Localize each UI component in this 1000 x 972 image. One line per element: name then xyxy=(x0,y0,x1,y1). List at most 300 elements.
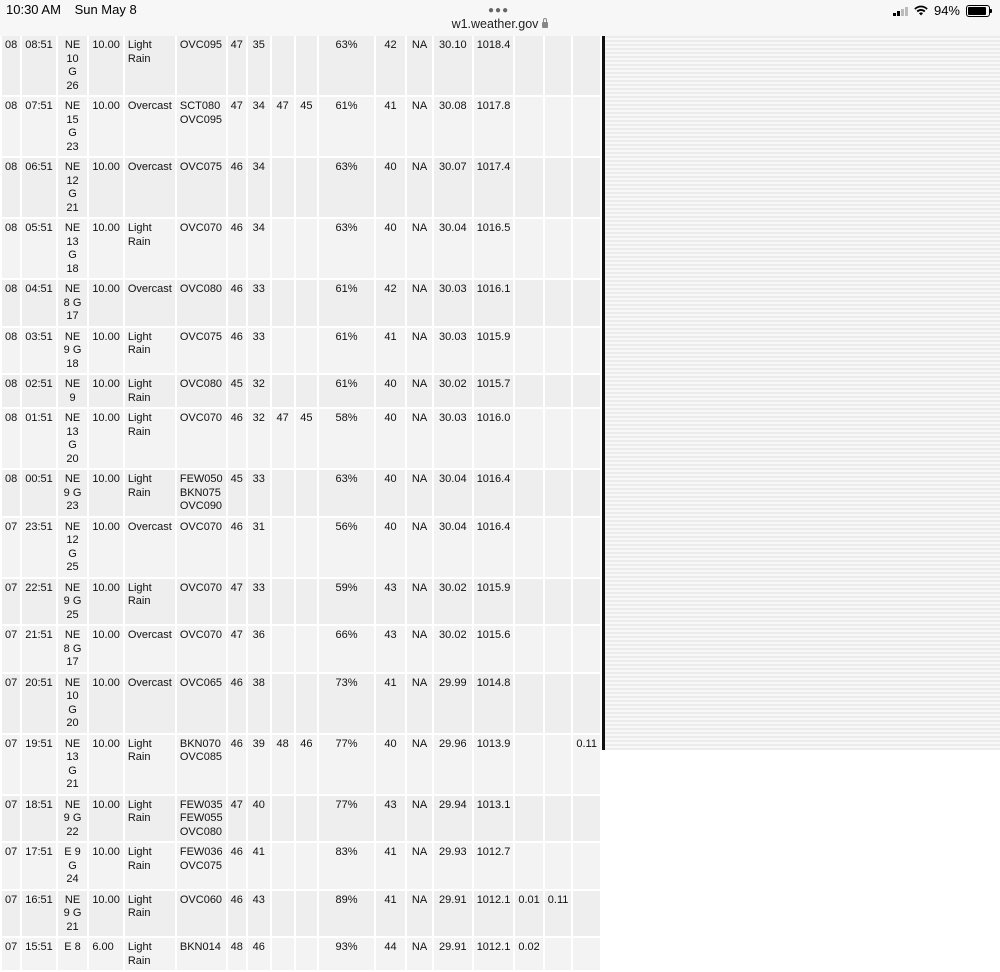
visibility-cell: 10.00 xyxy=(89,674,123,733)
heat-index-cell: NA xyxy=(407,158,432,217)
sea-level-pressure-cell: 1015.9 xyxy=(474,579,514,625)
air-temp-cell: 46 xyxy=(228,843,246,889)
min-temp-6hr-cell: 45 xyxy=(296,409,318,468)
wind-cell: NE 10 G 26 xyxy=(58,36,88,95)
weather-cell: Light Rain xyxy=(125,409,175,468)
wind-cell: NE 15 G 23 xyxy=(58,97,88,156)
time-cell: 00:51 xyxy=(22,470,56,516)
time-cell: 19:51 xyxy=(22,735,56,794)
min-temp-6hr-cell xyxy=(296,579,318,625)
heat-index-cell: NA xyxy=(407,796,432,842)
max-temp-6hr-cell xyxy=(272,219,294,278)
weather-cell: Light Rain xyxy=(125,843,175,889)
precip-6hr-cell: 0.11 xyxy=(573,735,600,794)
sky-condition-cell: OVC070 xyxy=(177,518,226,577)
weather-cell: Light Rain xyxy=(125,375,175,407)
air-temp-cell: 46 xyxy=(228,674,246,733)
address-bar[interactable] xyxy=(0,17,1000,31)
max-temp-6hr-cell xyxy=(272,674,294,733)
air-temp-cell: 46 xyxy=(228,891,246,937)
altimeter-pressure-cell: 30.03 xyxy=(434,280,472,326)
time-cell: 07:51 xyxy=(22,97,56,156)
table-row xyxy=(2,158,600,217)
precip-6hr-cell xyxy=(573,36,600,95)
multitask-dots-icon[interactable]: ●●● xyxy=(488,5,510,16)
date-cell: 07 xyxy=(2,938,20,970)
dewpoint-cell: 36 xyxy=(248,626,270,672)
wind-cell: NE 10 G 20 xyxy=(58,674,88,733)
max-temp-6hr-cell xyxy=(272,891,294,937)
dewpoint-cell: 33 xyxy=(248,328,270,374)
visibility-cell: 10.00 xyxy=(89,36,123,95)
precip-6hr-cell xyxy=(573,674,600,733)
min-temp-6hr-cell xyxy=(296,843,318,889)
max-temp-6hr-cell xyxy=(272,158,294,217)
date-cell: 08 xyxy=(2,328,20,374)
wind-cell: NE 12 G 25 xyxy=(58,518,88,577)
altimeter-pressure-cell: 29.94 xyxy=(434,796,472,842)
weather-cell: Light Rain xyxy=(125,891,175,937)
lock-icon xyxy=(542,22,548,28)
blank-pane xyxy=(605,36,1000,750)
date-cell: 08 xyxy=(2,470,20,516)
time-cell: 16:51 xyxy=(22,891,56,937)
heat-index-cell: NA xyxy=(407,518,432,577)
max-temp-6hr-cell xyxy=(272,518,294,577)
altimeter-pressure-cell: 30.04 xyxy=(434,219,472,278)
wind-cell: E 8 xyxy=(58,938,88,970)
date-cell: 08 xyxy=(2,409,20,468)
precip-1hr-cell xyxy=(515,796,542,842)
sky-condition-cell: BKN070 OVC085 xyxy=(177,735,226,794)
min-temp-6hr-cell xyxy=(296,626,318,672)
relative-humidity-cell: 58% xyxy=(319,409,373,468)
dewpoint-cell: 43 xyxy=(248,891,270,937)
precip-6hr-cell xyxy=(573,280,600,326)
date-cell: 08 xyxy=(2,375,20,407)
relative-humidity-cell: 63% xyxy=(319,36,373,95)
date-cell: 07 xyxy=(2,843,20,889)
air-temp-cell: 45 xyxy=(228,470,246,516)
dewpoint-cell: 38 xyxy=(248,674,270,733)
heat-index-cell: NA xyxy=(407,409,432,468)
time-cell: 05:51 xyxy=(22,219,56,278)
altimeter-pressure-cell: 30.04 xyxy=(434,470,472,516)
heat-index-cell: NA xyxy=(407,626,432,672)
precip-6hr-cell xyxy=(573,843,600,889)
sea-level-pressure-cell: 1012.1 xyxy=(474,891,514,937)
table-row xyxy=(2,470,600,516)
sky-condition-cell: OVC070 xyxy=(177,626,226,672)
visibility-cell: 10.00 xyxy=(89,158,123,217)
relative-humidity-cell: 93% xyxy=(319,938,373,970)
wind-cell: NE 9 xyxy=(58,375,88,407)
max-temp-6hr-cell xyxy=(272,843,294,889)
precip-3hr-cell xyxy=(545,36,572,95)
status-date: Sun May 8 xyxy=(74,2,137,17)
wind-chill-cell: 43 xyxy=(376,626,405,672)
sea-level-pressure-cell: 1015.9 xyxy=(474,328,514,374)
weather-cell: Overcast xyxy=(125,518,175,577)
relative-humidity-cell: 63% xyxy=(319,470,373,516)
air-temp-cell: 46 xyxy=(228,158,246,217)
sea-level-pressure-cell: 1017.4 xyxy=(474,158,514,217)
dewpoint-cell: 34 xyxy=(248,158,270,217)
time-cell: 04:51 xyxy=(22,280,56,326)
air-temp-cell: 46 xyxy=(228,328,246,374)
table-row xyxy=(2,938,600,970)
air-temp-cell: 46 xyxy=(228,409,246,468)
altimeter-pressure-cell: 29.99 xyxy=(434,674,472,733)
sea-level-pressure-cell: 1015.7 xyxy=(474,375,514,407)
wind-cell: E 9 G 24 xyxy=(58,843,88,889)
table-row xyxy=(2,219,600,278)
wind-cell: NE 9 G 23 xyxy=(58,470,88,516)
table-row xyxy=(2,843,600,889)
altimeter-pressure-cell: 30.07 xyxy=(434,158,472,217)
precip-6hr-cell xyxy=(573,219,600,278)
sea-level-pressure-cell: 1014.8 xyxy=(474,674,514,733)
precip-6hr-cell xyxy=(573,938,600,970)
precip-1hr-cell xyxy=(515,518,542,577)
date-cell: 08 xyxy=(2,97,20,156)
dewpoint-cell: 34 xyxy=(248,219,270,278)
date-cell: 07 xyxy=(2,796,20,842)
sea-level-pressure-cell: 1016.4 xyxy=(474,518,514,577)
date-cell: 07 xyxy=(2,579,20,625)
visibility-cell: 10.00 xyxy=(89,626,123,672)
table-row xyxy=(2,97,600,156)
date-cell: 08 xyxy=(2,36,20,95)
precip-3hr-cell xyxy=(545,158,572,217)
wind-chill-cell: 42 xyxy=(376,36,405,95)
weather-cell: Overcast xyxy=(125,280,175,326)
min-temp-6hr-cell xyxy=(296,891,318,937)
heat-index-cell: NA xyxy=(407,219,432,278)
dewpoint-cell: 32 xyxy=(248,375,270,407)
precip-3hr-cell xyxy=(545,579,572,625)
max-temp-6hr-cell xyxy=(272,579,294,625)
weather-cell: Overcast xyxy=(125,158,175,217)
precip-1hr-cell xyxy=(515,375,542,407)
altimeter-pressure-cell: 30.08 xyxy=(434,97,472,156)
sea-level-pressure-cell: 1016.1 xyxy=(474,280,514,326)
visibility-cell: 10.00 xyxy=(89,518,123,577)
altimeter-pressure-cell: 30.03 xyxy=(434,328,472,374)
wind-chill-cell: 43 xyxy=(376,579,405,625)
air-temp-cell: 48 xyxy=(228,938,246,970)
dewpoint-cell: 35 xyxy=(248,36,270,95)
visibility-cell: 10.00 xyxy=(89,470,123,516)
relative-humidity-cell: 77% xyxy=(319,735,373,794)
air-temp-cell: 45 xyxy=(228,375,246,407)
precip-3hr-cell xyxy=(545,518,572,577)
weather-cell: Light Rain xyxy=(125,579,175,625)
dewpoint-cell: 31 xyxy=(248,518,270,577)
wifi-icon xyxy=(914,6,928,16)
visibility-cell: 10.00 xyxy=(89,219,123,278)
relative-humidity-cell: 61% xyxy=(319,97,373,156)
status-left xyxy=(6,2,147,17)
sky-condition-cell: SCT080 OVC095 xyxy=(177,97,226,156)
observations-table-container[interactable] xyxy=(0,36,602,967)
wind-chill-cell: 44 xyxy=(376,938,405,970)
visibility-cell: 10.00 xyxy=(89,328,123,374)
heat-index-cell: NA xyxy=(407,280,432,326)
wind-chill-cell: 40 xyxy=(376,518,405,577)
sea-level-pressure-cell: 1016.0 xyxy=(474,409,514,468)
air-temp-cell: 47 xyxy=(228,579,246,625)
precip-3hr-cell xyxy=(545,280,572,326)
air-temp-cell: 47 xyxy=(228,97,246,156)
weather-cell: Light Rain xyxy=(125,735,175,794)
wind-chill-cell: 40 xyxy=(376,470,405,516)
wind-chill-cell: 42 xyxy=(376,280,405,326)
time-cell: 02:51 xyxy=(22,375,56,407)
air-temp-cell: 46 xyxy=(228,735,246,794)
visibility-cell: 10.00 xyxy=(89,280,123,326)
date-cell: 07 xyxy=(2,891,20,937)
min-temp-6hr-cell xyxy=(296,518,318,577)
precip-6hr-cell xyxy=(573,579,600,625)
precip-1hr-cell xyxy=(515,280,542,326)
sky-condition-cell: OVC070 xyxy=(177,409,226,468)
sky-condition-cell: FEW036 OVC075 xyxy=(177,843,226,889)
relative-humidity-cell: 61% xyxy=(319,280,373,326)
weather-cell: Light Rain xyxy=(125,219,175,278)
sky-condition-cell: OVC080 xyxy=(177,280,226,326)
wind-cell: NE 13 G 18 xyxy=(58,219,88,278)
wind-chill-cell: 40 xyxy=(376,735,405,794)
max-temp-6hr-cell xyxy=(272,375,294,407)
sky-condition-cell: BKN014 xyxy=(177,938,226,970)
precip-3hr-cell xyxy=(545,843,572,889)
heat-index-cell: NA xyxy=(407,579,432,625)
max-temp-6hr-cell: 48 xyxy=(272,735,294,794)
precip-3hr-cell xyxy=(545,735,572,794)
sky-condition-cell: OVC070 xyxy=(177,219,226,278)
weather-cell: Light Rain xyxy=(125,796,175,842)
weather-cell: Light Rain xyxy=(125,938,175,970)
wind-cell: NE 8 G 17 xyxy=(58,280,88,326)
relative-humidity-cell: 66% xyxy=(319,626,373,672)
wind-chill-cell: 41 xyxy=(376,97,405,156)
heat-index-cell: NA xyxy=(407,938,432,970)
sky-condition-cell: FEW035 FEW055 OVC080 xyxy=(177,796,226,842)
sea-level-pressure-cell: 1015.6 xyxy=(474,626,514,672)
precip-3hr-cell xyxy=(545,674,572,733)
heat-index-cell: NA xyxy=(407,36,432,95)
wind-cell: NE 9 G 22 xyxy=(58,796,88,842)
precip-6hr-cell xyxy=(573,796,600,842)
wind-cell: NE 9 G 21 xyxy=(58,891,88,937)
precip-3hr-cell xyxy=(545,97,572,156)
wind-chill-cell: 40 xyxy=(376,158,405,217)
date-cell: 07 xyxy=(2,674,20,733)
sea-level-pressure-cell: 1012.7 xyxy=(474,843,514,889)
wind-chill-cell: 41 xyxy=(376,843,405,889)
battery-icon xyxy=(966,5,990,17)
altimeter-pressure-cell: 30.03 xyxy=(434,409,472,468)
weather-cell: Light Rain xyxy=(125,470,175,516)
precip-1hr-cell xyxy=(515,470,542,516)
precip-3hr-cell: 0.11 xyxy=(545,891,572,937)
visibility-cell: 10.00 xyxy=(89,796,123,842)
wind-chill-cell: 41 xyxy=(376,891,405,937)
relative-humidity-cell: 63% xyxy=(319,158,373,217)
relative-humidity-cell: 77% xyxy=(319,796,373,842)
visibility-cell: 10.00 xyxy=(89,97,123,156)
precip-3hr-cell xyxy=(545,219,572,278)
status-time: 10:30 AM xyxy=(6,2,61,17)
date-cell: 08 xyxy=(2,158,20,217)
time-cell: 01:51 xyxy=(22,409,56,468)
table-row xyxy=(2,579,600,625)
time-cell: 08:51 xyxy=(22,36,56,95)
precip-1hr-cell: 0.01 xyxy=(515,891,542,937)
dewpoint-cell: 34 xyxy=(248,97,270,156)
precip-3hr-cell xyxy=(545,375,572,407)
table-row xyxy=(2,375,600,407)
precip-1hr-cell xyxy=(515,626,542,672)
sea-level-pressure-cell: 1018.4 xyxy=(474,36,514,95)
time-cell: 15:51 xyxy=(22,938,56,970)
max-temp-6hr-cell: 47 xyxy=(272,97,294,156)
dewpoint-cell: 41 xyxy=(248,843,270,889)
relative-humidity-cell: 56% xyxy=(319,518,373,577)
sky-condition-cell: OVC075 xyxy=(177,158,226,217)
precip-6hr-cell xyxy=(573,158,600,217)
table-row xyxy=(2,518,600,577)
max-temp-6hr-cell xyxy=(272,280,294,326)
precip-6hr-cell xyxy=(573,891,600,937)
precip-6hr-cell xyxy=(573,626,600,672)
status-right xyxy=(893,3,990,18)
heat-index-cell: NA xyxy=(407,375,432,407)
precip-6hr-cell xyxy=(573,470,600,516)
page-content[interactable] xyxy=(0,36,1000,967)
visibility-cell: 10.00 xyxy=(89,735,123,794)
time-cell: 21:51 xyxy=(22,626,56,672)
sky-condition-cell: OVC070 xyxy=(177,579,226,625)
precip-1hr-cell xyxy=(515,579,542,625)
max-temp-6hr-cell xyxy=(272,938,294,970)
precip-6hr-cell xyxy=(573,375,600,407)
date-cell: 08 xyxy=(2,280,20,326)
relative-humidity-cell: 59% xyxy=(319,579,373,625)
max-temp-6hr-cell xyxy=(272,796,294,842)
wind-chill-cell: 40 xyxy=(376,219,405,278)
min-temp-6hr-cell xyxy=(296,219,318,278)
precip-3hr-cell xyxy=(545,796,572,842)
wind-cell: NE 9 G 18 xyxy=(58,328,88,374)
heat-index-cell: NA xyxy=(407,891,432,937)
weather-cell: Overcast xyxy=(125,626,175,672)
max-temp-6hr-cell: 47 xyxy=(272,409,294,468)
visibility-cell: 6.00 xyxy=(89,938,123,970)
altimeter-pressure-cell: 30.02 xyxy=(434,375,472,407)
visibility-cell: 10.00 xyxy=(89,409,123,468)
wind-cell: NE 13 G 20 xyxy=(58,409,88,468)
altimeter-pressure-cell: 29.91 xyxy=(434,938,472,970)
precip-1hr-cell xyxy=(515,158,542,217)
sea-level-pressure-cell: 1016.5 xyxy=(474,219,514,278)
table-row xyxy=(2,674,600,733)
relative-humidity-cell: 61% xyxy=(319,328,373,374)
sky-condition-cell: OVC065 xyxy=(177,674,226,733)
dewpoint-cell: 46 xyxy=(248,938,270,970)
relative-humidity-cell: 63% xyxy=(319,219,373,278)
relative-humidity-cell: 89% xyxy=(319,891,373,937)
date-cell: 08 xyxy=(2,219,20,278)
precip-1hr-cell xyxy=(515,219,542,278)
min-temp-6hr-cell xyxy=(296,674,318,733)
air-temp-cell: 46 xyxy=(228,280,246,326)
precip-6hr-cell xyxy=(573,409,600,468)
dewpoint-cell: 40 xyxy=(248,796,270,842)
table-row xyxy=(2,626,600,672)
altimeter-pressure-cell: 29.96 xyxy=(434,735,472,794)
air-temp-cell: 47 xyxy=(228,626,246,672)
time-cell: 20:51 xyxy=(22,674,56,733)
table-row xyxy=(2,280,600,326)
min-temp-6hr-cell xyxy=(296,796,318,842)
precip-3hr-cell xyxy=(545,938,572,970)
battery-percent: 94% xyxy=(933,3,960,18)
altimeter-pressure-cell: 30.04 xyxy=(434,518,472,577)
altimeter-pressure-cell: 30.02 xyxy=(434,626,472,672)
dewpoint-cell: 32 xyxy=(248,409,270,468)
altimeter-pressure-cell: 29.91 xyxy=(434,891,472,937)
precip-1hr-cell xyxy=(515,409,542,468)
heat-index-cell: NA xyxy=(407,470,432,516)
date-cell: 07 xyxy=(2,626,20,672)
wind-chill-cell: 41 xyxy=(376,328,405,374)
time-cell: 17:51 xyxy=(22,843,56,889)
sea-level-pressure-cell: 1016.4 xyxy=(474,470,514,516)
time-cell: 06:51 xyxy=(22,158,56,217)
visibility-cell: 10.00 xyxy=(89,375,123,407)
dewpoint-cell: 33 xyxy=(248,579,270,625)
min-temp-6hr-cell: 46 xyxy=(296,735,318,794)
date-cell: 07 xyxy=(2,518,20,577)
url-text: w1.weather.gov xyxy=(451,17,539,31)
table-row xyxy=(2,735,600,794)
sea-level-pressure-cell: 1012.1 xyxy=(474,938,514,970)
table-row xyxy=(2,891,600,937)
wind-cell: NE 9 G 25 xyxy=(58,579,88,625)
altimeter-pressure-cell: 30.10 xyxy=(434,36,472,95)
visibility-cell: 10.00 xyxy=(89,843,123,889)
weather-cell: Light Rain xyxy=(125,36,175,95)
wind-chill-cell: 41 xyxy=(376,674,405,733)
dewpoint-cell: 39 xyxy=(248,735,270,794)
wind-chill-cell: 40 xyxy=(376,375,405,407)
precip-6hr-cell xyxy=(573,328,600,374)
wind-chill-cell: 40 xyxy=(376,409,405,468)
table-row xyxy=(2,796,600,842)
altimeter-pressure-cell: 29.93 xyxy=(434,843,472,889)
date-cell: 07 xyxy=(2,735,20,794)
precip-1hr-cell xyxy=(515,843,542,889)
sea-level-pressure-cell: 1013.1 xyxy=(474,796,514,842)
precip-1hr-cell xyxy=(515,735,542,794)
precip-1hr-cell xyxy=(515,97,542,156)
weather-cell: Overcast xyxy=(125,97,175,156)
relative-humidity-cell: 73% xyxy=(319,674,373,733)
max-temp-6hr-cell xyxy=(272,626,294,672)
table-row xyxy=(2,328,600,374)
